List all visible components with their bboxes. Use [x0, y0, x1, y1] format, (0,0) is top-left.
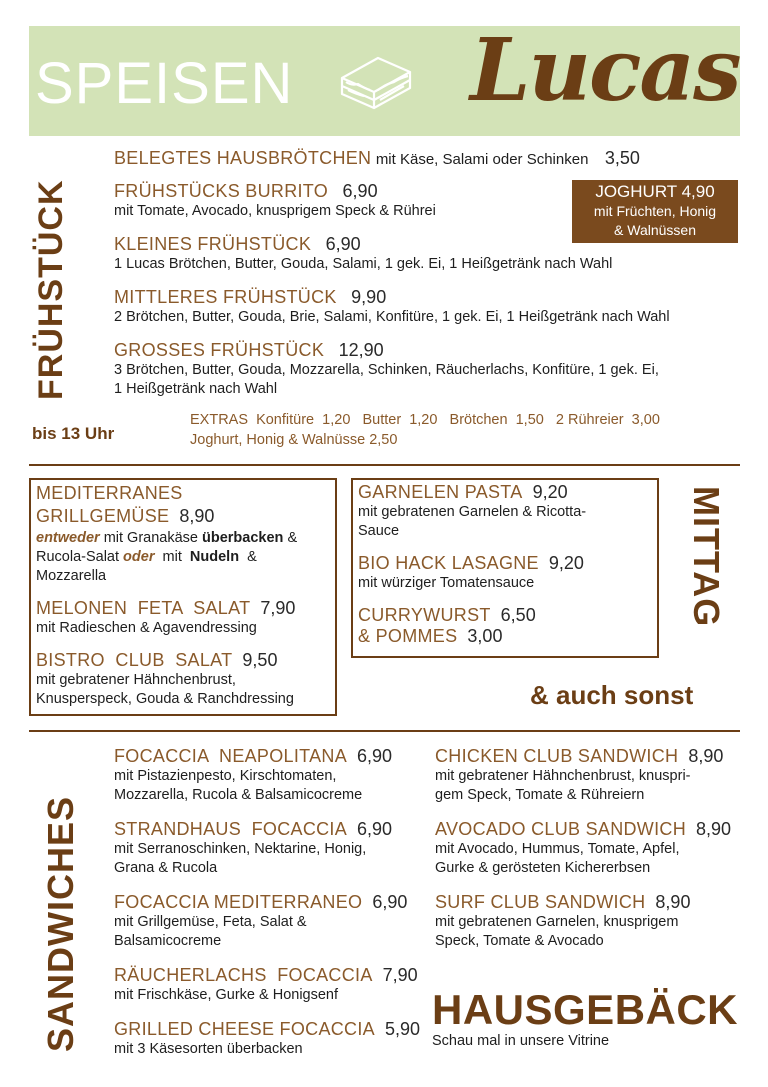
item-name: MEDITERRANES: [36, 483, 183, 503]
list-item: [114, 340, 659, 399]
item-desc: mit Serranoschinken, Nektarine, Honig,: [114, 841, 367, 857]
list-item: [114, 965, 424, 1005]
item-desc: mit Käse, Salami oder Schinken: [375, 151, 589, 168]
grill-oder: oder: [123, 549, 155, 565]
list-item: [114, 1019, 424, 1059]
list-item: [114, 148, 640, 169]
grill-text: Mozzarella: [36, 568, 107, 584]
item-price: 6,90: [342, 181, 378, 201]
item-name: BIO HACK LASAGNE: [358, 553, 539, 573]
item-name: MELONEN FETA SALAT: [36, 598, 251, 618]
item-desc: gem Speck, Tomate & Rühreiern: [435, 787, 645, 803]
grill-ueberbacken: überbacken: [202, 530, 284, 546]
item-desc: 3 Brötchen, Butter, Gouda, Mozzarella, Schinken, Räucherlachs, Konfitüre, 1 gek. Ei,: [114, 362, 659, 378]
item-desc: Grana & Rucola: [114, 860, 218, 876]
extras: [190, 410, 660, 450]
item-price: 6,90: [357, 819, 393, 839]
item-name: CHICKEN CLUB SANDWICH: [435, 746, 679, 766]
mittag-subtitle: & auch sonst: [530, 680, 694, 710]
item-name: GRILLED CHEESE FOCACCIA: [114, 1019, 375, 1039]
item-price: 6,50: [500, 605, 536, 625]
grill-nudeln: Nudeln: [189, 549, 240, 565]
item-name: FOCACCIA MEDITERRANEO: [114, 892, 363, 912]
item-desc: Sauce: [358, 523, 400, 539]
item-desc: mit 3 Käsesorten überbacken: [114, 1041, 303, 1057]
item-desc: mit Pistazienpesto, Kirschtomaten,: [114, 768, 337, 784]
item-name: KLEINES FRÜHSTÜCK: [114, 234, 312, 254]
item-desc: mit Grillgemüse, Feta, Salat &: [114, 914, 307, 930]
list-item: [435, 892, 740, 951]
list-item: [114, 181, 436, 221]
item-desc: mit Frischkäse, Gurke & Honigsenf: [114, 987, 339, 1003]
item-desc: mit gebratener Hähnchenbrust, knuspri-: [435, 768, 691, 784]
item-price: 9,90: [351, 287, 387, 307]
item-price: 5,90: [384, 1019, 421, 1039]
grill-entweder: entweder: [36, 530, 100, 546]
item-price: 8,90: [696, 819, 732, 839]
item-desc: 2 Brötchen, Butter, Gouda, Brie, Salami, Konfitüre, 1 gek. Ei, 1 Heißgetränk nach Wahl: [114, 309, 670, 325]
joghurt-line1: mit Früchten, Honig: [593, 203, 717, 219]
item-desc: 1 Lucas Brötchen, Butter, Gouda, Salami, 1 gek. Ei, 1 Heißgetränk nach Wahl: [114, 256, 613, 272]
item-name: FRÜHSTÜCKS BURRITO: [114, 181, 329, 201]
item-desc: mit Radieschen & Agavendressing: [36, 620, 257, 636]
item-name: BISTRO CLUB SALAT: [36, 650, 233, 670]
item-price: 9,50: [242, 650, 278, 670]
grill-text: Rucola-Salat: [36, 549, 124, 565]
sandwiches-left: [114, 746, 424, 1059]
item-price: 3,50: [604, 148, 640, 168]
item-price: 6,90: [325, 234, 361, 254]
sandwich-icon: [338, 52, 414, 114]
list-item: [435, 819, 740, 878]
item-name: SURF CLUB SANDWICH: [435, 892, 646, 912]
list-item: [114, 234, 612, 274]
item-desc: mit Avocado, Hummus, Tomate, Apfel,: [435, 841, 680, 857]
joghurt-line2: & Walnüssen: [614, 222, 696, 238]
item-name: FOCACCIA NEAPOLITANA: [114, 746, 348, 766]
item-desc: Balsamicocreme: [114, 933, 222, 949]
hausgebaeck-title: HAUSGEBÄCK: [432, 986, 739, 1033]
grill-text: &: [283, 530, 298, 546]
item-price: 7,90: [382, 965, 418, 985]
item-desc: Gurke & gerösteten Kichererbsen: [435, 860, 651, 876]
list-item: [114, 892, 424, 951]
grill-text: mit Granakäse: [99, 530, 203, 546]
item-name: & POMMES: [358, 626, 458, 646]
item-price: 9,20: [532, 482, 568, 502]
item-desc: mit gebratenen Garnelen & Ricotta-: [358, 504, 587, 520]
item-desc: mit würziger Tomatensauce: [358, 575, 535, 591]
item-name: CURRYWURST: [358, 605, 491, 625]
item-price: 6,90: [357, 746, 393, 766]
item-name: GARNELEN PASTA: [358, 482, 523, 502]
item-name: STRANDHAUS FOCACCIA: [114, 819, 348, 839]
sandwiches-section-title: SANDWICHES: [40, 795, 81, 1052]
item-desc: mit gebratener Hähnchenbrust,: [36, 672, 236, 688]
item-name: MITTLERES FRÜHSTÜCK: [114, 287, 337, 307]
joghurt-title: JOGHURT 4,90: [595, 182, 715, 201]
item-price: 9,20: [548, 553, 584, 573]
item-desc: Mozzarella, Rucola & Balsamicocreme: [114, 787, 363, 803]
mittag-right-content: [358, 482, 654, 647]
fruehstueck-section-title: FRÜHSTÜCK: [32, 179, 70, 400]
sandwiches-right: [435, 746, 740, 951]
extras-line2: Joghurt, Honig & Walnüsse 2,50: [190, 432, 398, 448]
item-name: BELEGTES HAUSBRÖTCHEN: [114, 148, 372, 168]
fruehstueck-hours: bis 13 Uhr: [32, 424, 115, 443]
item-desc: Speck, Tomate & Avocado: [435, 933, 604, 949]
divider: [29, 730, 740, 732]
mittag-left-content: [36, 482, 332, 709]
extras-line1: EXTRAS Konfitüre 1,20 Butter 1,20 Brötchen 1,50 2 Rühreier 3,00: [190, 412, 660, 428]
divider: [29, 464, 740, 466]
list-item: [114, 819, 424, 878]
item-price: 8,90: [179, 506, 215, 526]
item-name: GROSSES FRÜHSTÜCK: [114, 340, 325, 360]
item-desc: Knusperspeck, Gouda & Ranchdressing: [36, 691, 294, 707]
item-price: 8,90: [688, 746, 724, 766]
item-price: 12,90: [338, 340, 384, 360]
item-desc: mit Tomate, Avocado, knusprigem Speck & Rührei: [114, 203, 436, 219]
item-name: AVOCADO CLUB SANDWICH: [435, 819, 686, 839]
item-price: 7,90: [260, 598, 296, 618]
grill-text: mit: [154, 549, 190, 565]
item-price: 6,90: [372, 892, 408, 912]
list-item: [114, 287, 670, 327]
speisen-title: SPEISEN: [35, 51, 294, 116]
item-desc: mit gebratenen Garnelen, knusprigem: [435, 914, 679, 930]
lucas-logo: Lucas: [470, 20, 740, 121]
item-desc: 1 Heißgetränk nach Wahl: [114, 381, 278, 397]
hausgebaeck-subtitle: Schau mal in unsere Vitrine: [432, 1033, 610, 1049]
list-item: [114, 746, 424, 805]
item-name: RÄUCHERLACHS FOCACCIA: [114, 965, 373, 985]
grill-text: &: [239, 549, 257, 565]
list-item: [435, 746, 740, 805]
item-price: 3,00: [467, 626, 503, 646]
mittag-section-title: MITTAG: [686, 486, 727, 628]
item-name: GRILLGEMÜSE: [36, 506, 170, 526]
item-price: 8,90: [655, 892, 691, 912]
